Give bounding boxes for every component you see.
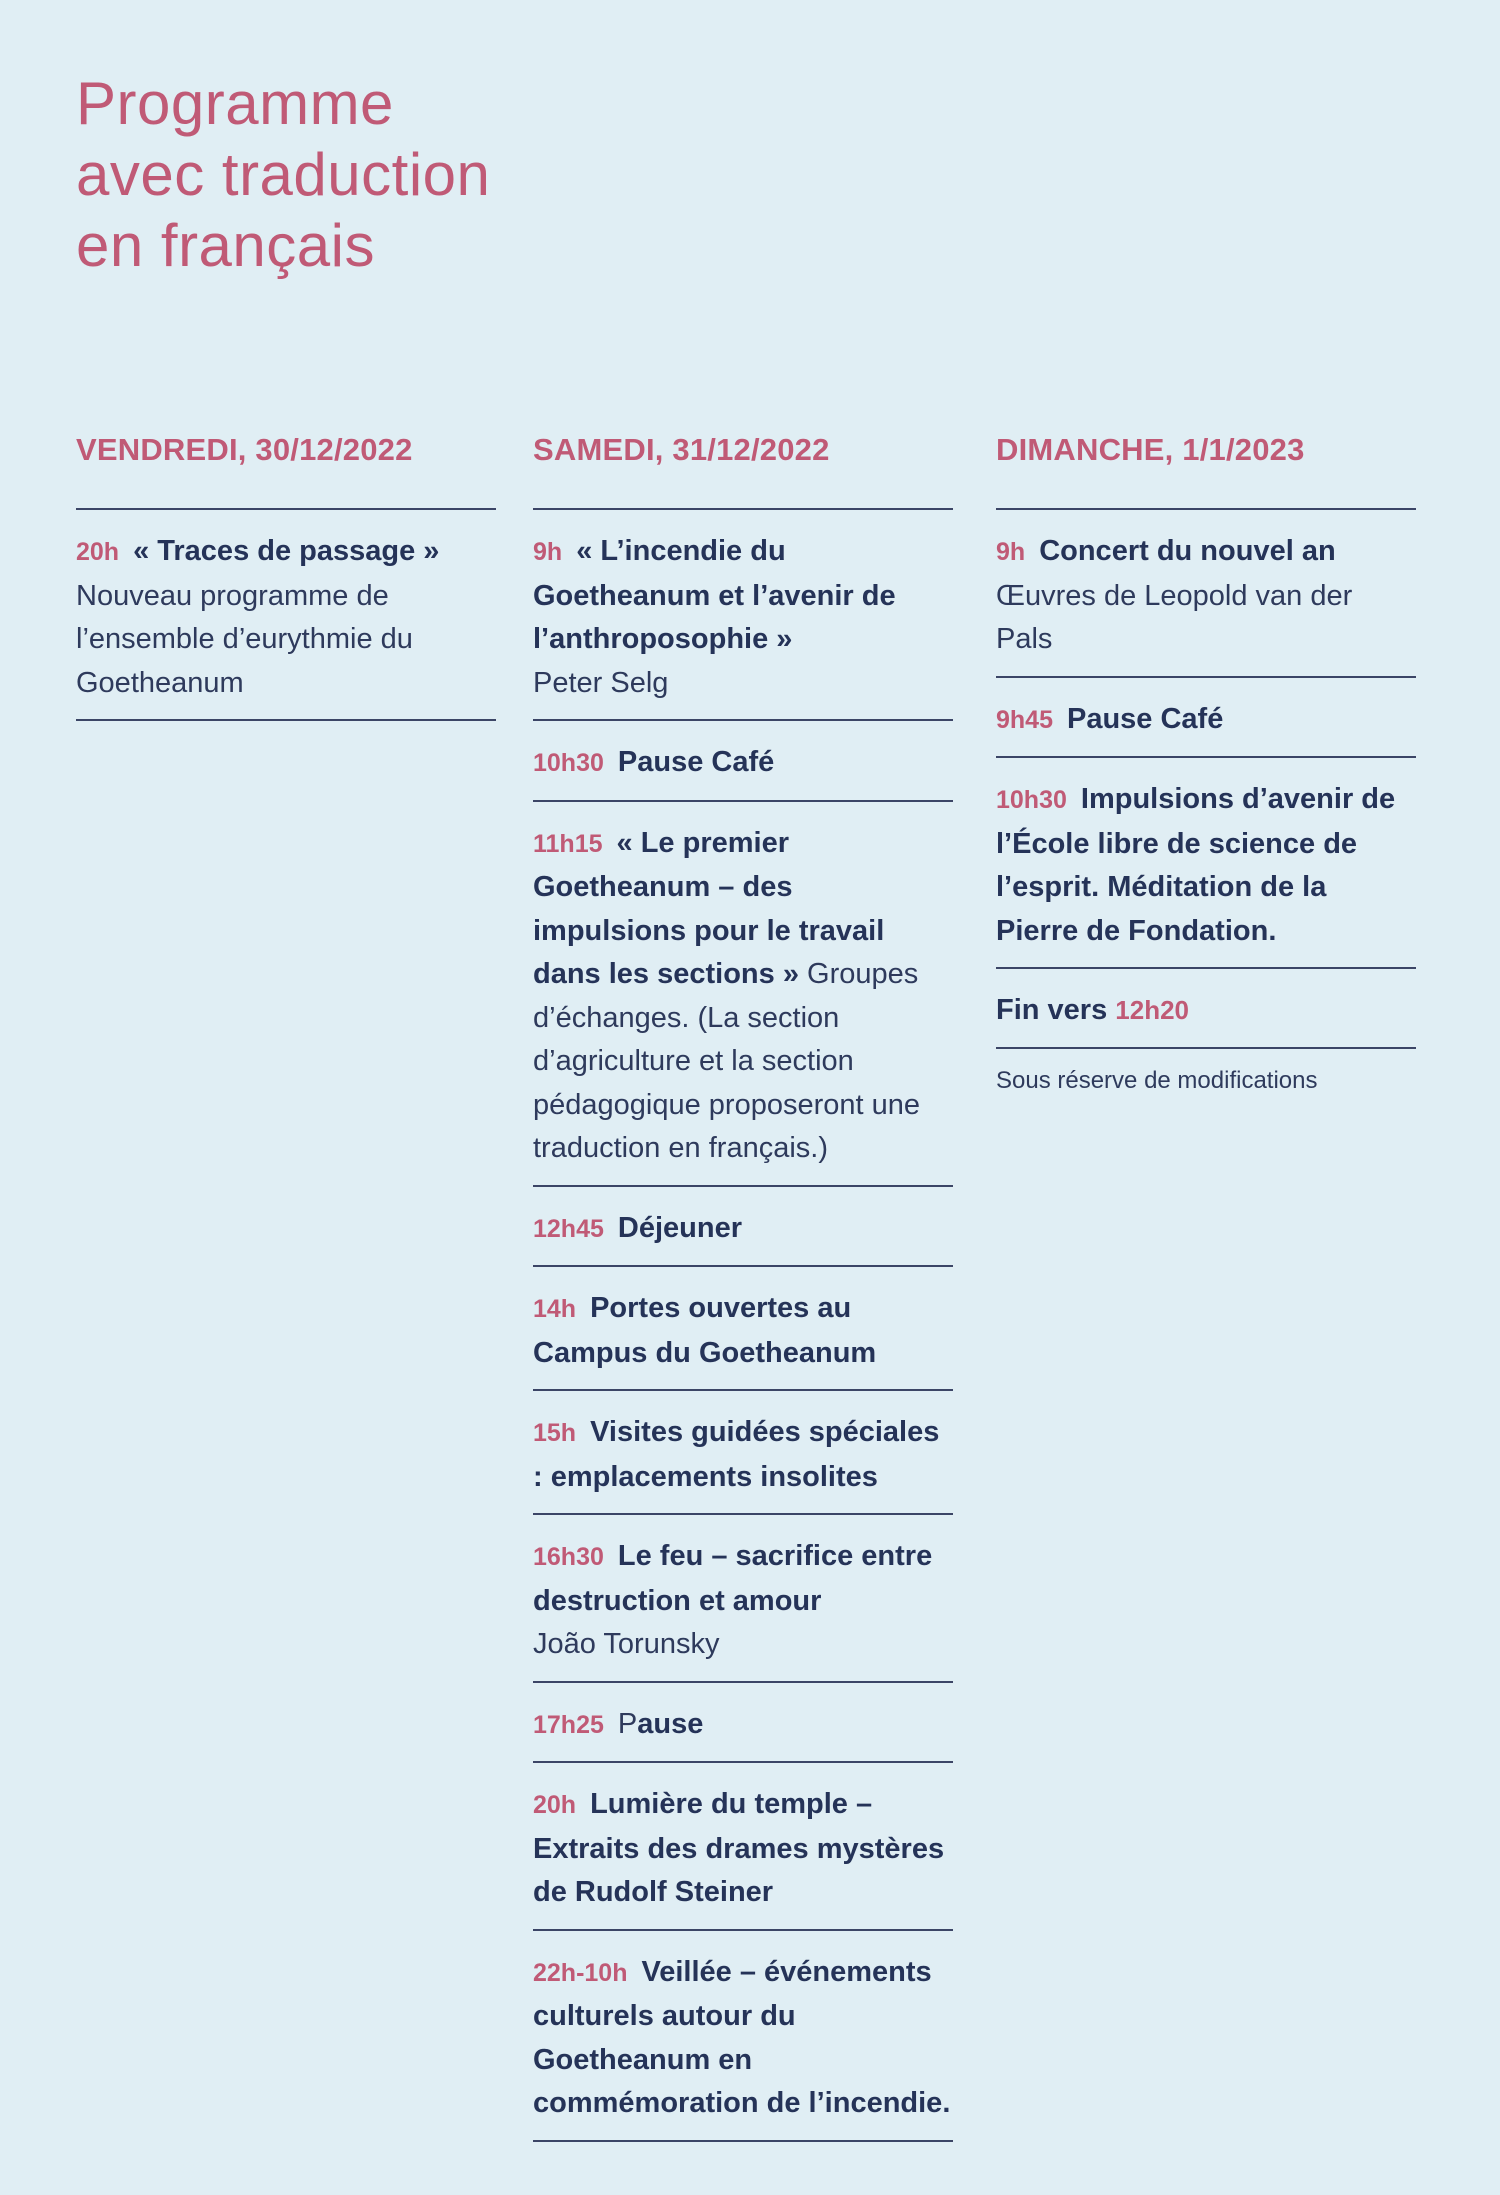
schedule-entry	[533, 1267, 953, 1391]
entry-subtitle: Groupes d’échanges. (La section d’agriculture et la section pédagogique proposeront une traduction en français.)	[533, 958, 920, 1164]
entry-title: ause	[637, 1707, 704, 1740]
entry-time: 22h-10h	[533, 1958, 628, 1987]
schedule-entry	[533, 1763, 953, 1931]
entry-time: 20h	[533, 1791, 577, 1819]
entry-subtitle: João Torunsky	[533, 1628, 720, 1660]
entry-time: 20h	[76, 538, 120, 566]
entry-title: Portes ouvertes au Campus du Goetheanum	[533, 1292, 877, 1369]
entry-time: 15h	[533, 1419, 577, 1447]
day-column-saturday	[533, 428, 953, 2142]
entry-time: 10h30	[996, 786, 1067, 814]
disclaimer-note: Sous réserve de modifications	[996, 1066, 1318, 1094]
schedule-entry	[996, 758, 1416, 969]
entry-time: 10h30	[533, 749, 604, 777]
entry-time: 9h45	[996, 705, 1053, 734]
entry-time: 16h30	[533, 1543, 604, 1571]
schedule-entry	[533, 510, 953, 721]
day-column-sunday	[996, 428, 1416, 1099]
day-heading: DIMANCHE, 1/1/2023	[996, 428, 1416, 510]
entry-time: 9h	[533, 538, 563, 566]
entry-subtitle: Œuvres de Leopold van der Pals	[996, 579, 1353, 655]
schedule-entry	[533, 1931, 953, 2142]
entry-title: Concert du nouvel an	[1039, 535, 1336, 567]
end-time: 12h20	[1115, 995, 1190, 1025]
end-label: Fin vers	[996, 994, 1108, 1026]
day-heading: SAMEDI, 31/12/2022	[533, 428, 953, 510]
schedule-entry	[996, 510, 1416, 678]
day-heading: VENDREDI, 30/12/2022	[76, 428, 496, 510]
entry-time: 12h45	[533, 1214, 604, 1243]
title-line-2: avec traduction	[76, 141, 491, 208]
entry-title: Impulsions d’avenir de l’École libre de science de l’esprit. Méditation de la Pierre de Fondation.	[996, 783, 1396, 947]
day-column-friday	[76, 428, 496, 721]
entry-title: Lumière du temple – Extraits des drames mystères de Rudolf Steiner	[533, 1788, 945, 1908]
schedule-entry	[533, 721, 953, 802]
entry-title: « Le premier Goetheanum – des impulsions pour le travail dans les sections »	[533, 826, 885, 990]
entry-title: Visites guidées spéciales : emplacements insolites	[533, 1416, 940, 1493]
entry-subtitle: Nouveau programme de l’ensemble d’eurythmie du Goetheanum	[76, 579, 413, 699]
entry-title-initial: P	[617, 1707, 638, 1740]
entry-title: « L’incendie du Goetheanum et l’avenir de l’anthroposophie »	[533, 535, 896, 655]
schedule-entry	[533, 1391, 953, 1515]
title-line-1: Programme	[76, 70, 394, 137]
entry-time: 11h15	[533, 829, 603, 858]
entry-subtitle: Peter Selg	[533, 666, 669, 699]
entry-title: Veillée – événements culturels autour du Goetheanum en commémoration de l’incendie.	[533, 1955, 951, 2119]
entry-time: 14h	[533, 1295, 577, 1323]
schedule-entry	[533, 1515, 953, 1683]
schedule-entry	[533, 1187, 953, 1268]
entry-title: Déjeuner	[617, 1211, 742, 1244]
title-line-3: en français	[76, 212, 375, 279]
entry-title: « Traces de passage »	[133, 535, 440, 567]
schedule-entry	[533, 802, 953, 1187]
entry-title: Pause Café	[617, 746, 775, 778]
entry-time: 17h25	[533, 1710, 604, 1739]
schedule-entry	[533, 1683, 953, 1764]
page-title	[76, 68, 490, 281]
entry-title: Pause Café	[1066, 702, 1224, 735]
schedule-entry	[996, 678, 1416, 759]
schedule-entry	[76, 510, 496, 721]
end-time-entry	[996, 969, 1416, 1049]
entry-time: 9h	[996, 538, 1026, 566]
entry-title: Le feu – sacrifice entre destruction et amour	[533, 1540, 933, 1617]
